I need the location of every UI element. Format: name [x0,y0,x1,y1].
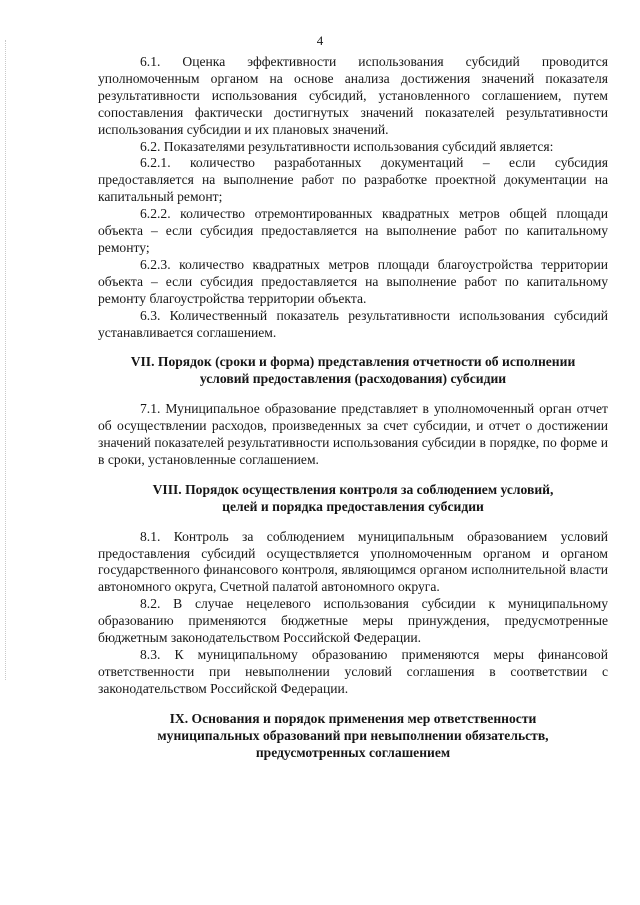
paragraph-6-2-1: 6.2.1. количество разработанных документаций – если субсидия предоставляется на выполнение работ по разработке проектной документации на капитальный ремонт; [98,155,608,205]
paragraph-6-2-2: 6.2.2. количество отремонтированных квадратных метров общей площади объекта – если субсидия предоставляется на выполнение работ по капитальному ремонту; [98,206,608,255]
paragraph-8-1: 8.1. Контроль за соблюдением муниципальным образованием условий предоставления субсидий осуществляется уполномоченным органом и органом государственного финансового контроля, являющимся органом исполнительной власти автономного округа, Счетной палатой автономного округа. [98,528,608,595]
section-8-heading [98,482,608,516]
section-7-heading [98,354,608,388]
section-9-heading-line-2: муниципальных образований при невыполнении обязательств, [157,727,549,743]
paragraph-6-2: 6.2. Показателями результативности использования субсидий является: [140,138,554,154]
paragraph-6-1: 6.1. Оценка эффективности использования субсидий проводится уполномоченным органом на основе анализа достижения значений показателя результативности использования субсидий, установленного соглашением, путем сопоставления фактически достигнутых значений показателей результативности использования субсидии и их плановых значений. [98,54,608,137]
section-9-heading-line-3: предусмотренных соглашением [255,744,451,760]
scan-margin-marks [5,40,9,680]
paragraph-8-3: 8.3. К муниципальному образованию применяются меры финансовой ответственности при невыполнении условий соглашения в соответствии с законодательством Российской Федерации. [98,647,608,696]
section-8-heading-line-2: целей и порядка предоставления субсидии [222,498,484,514]
paragraph-6-3: 6.3. Количественный показатель результативности использования субсидий устанавливается соглашением. [98,307,608,340]
page-number: 4 [316,33,324,48]
document-body [98,54,608,761]
paragraph-7-1: 7.1. Муниципальное образование представляет в уполномоченный орган отчет об осуществлении расходов, произведенных за счет субсидии, и отчет о достижении значений показателей результативности использования субсидии в порядке, по форме и в сроки, установленные соглашением. [98,401,608,467]
paragraph-6-2-3: 6.2.3. количество квадратных метров площади благоустройства территории объекта – если субсидия предоставляется на выполнение работ по капитальному ремонту благоустройства территории объекта. [98,256,608,306]
section-9-heading [98,711,608,762]
section-8-heading-line-1: VIII. Порядок осуществления контроля за соблюдением условий, [152,481,554,497]
paragraph-8-2: 8.2. В случае нецелевого использования субсидии к муниципальному образованию применяются бюджетные меры принуждения, предусмотренные бюджетным законодательством Российской Федерации. [98,596,608,646]
section-7-heading-line-1: VII. Порядок (сроки и форма) представления отчетности об исполнении [130,354,576,370]
section-9-heading-line-1: IX. Основания и порядок применения мер ответственности [169,710,537,726]
section-7-heading-line-2: условий предоставления (расходования) субсидии [199,371,507,387]
